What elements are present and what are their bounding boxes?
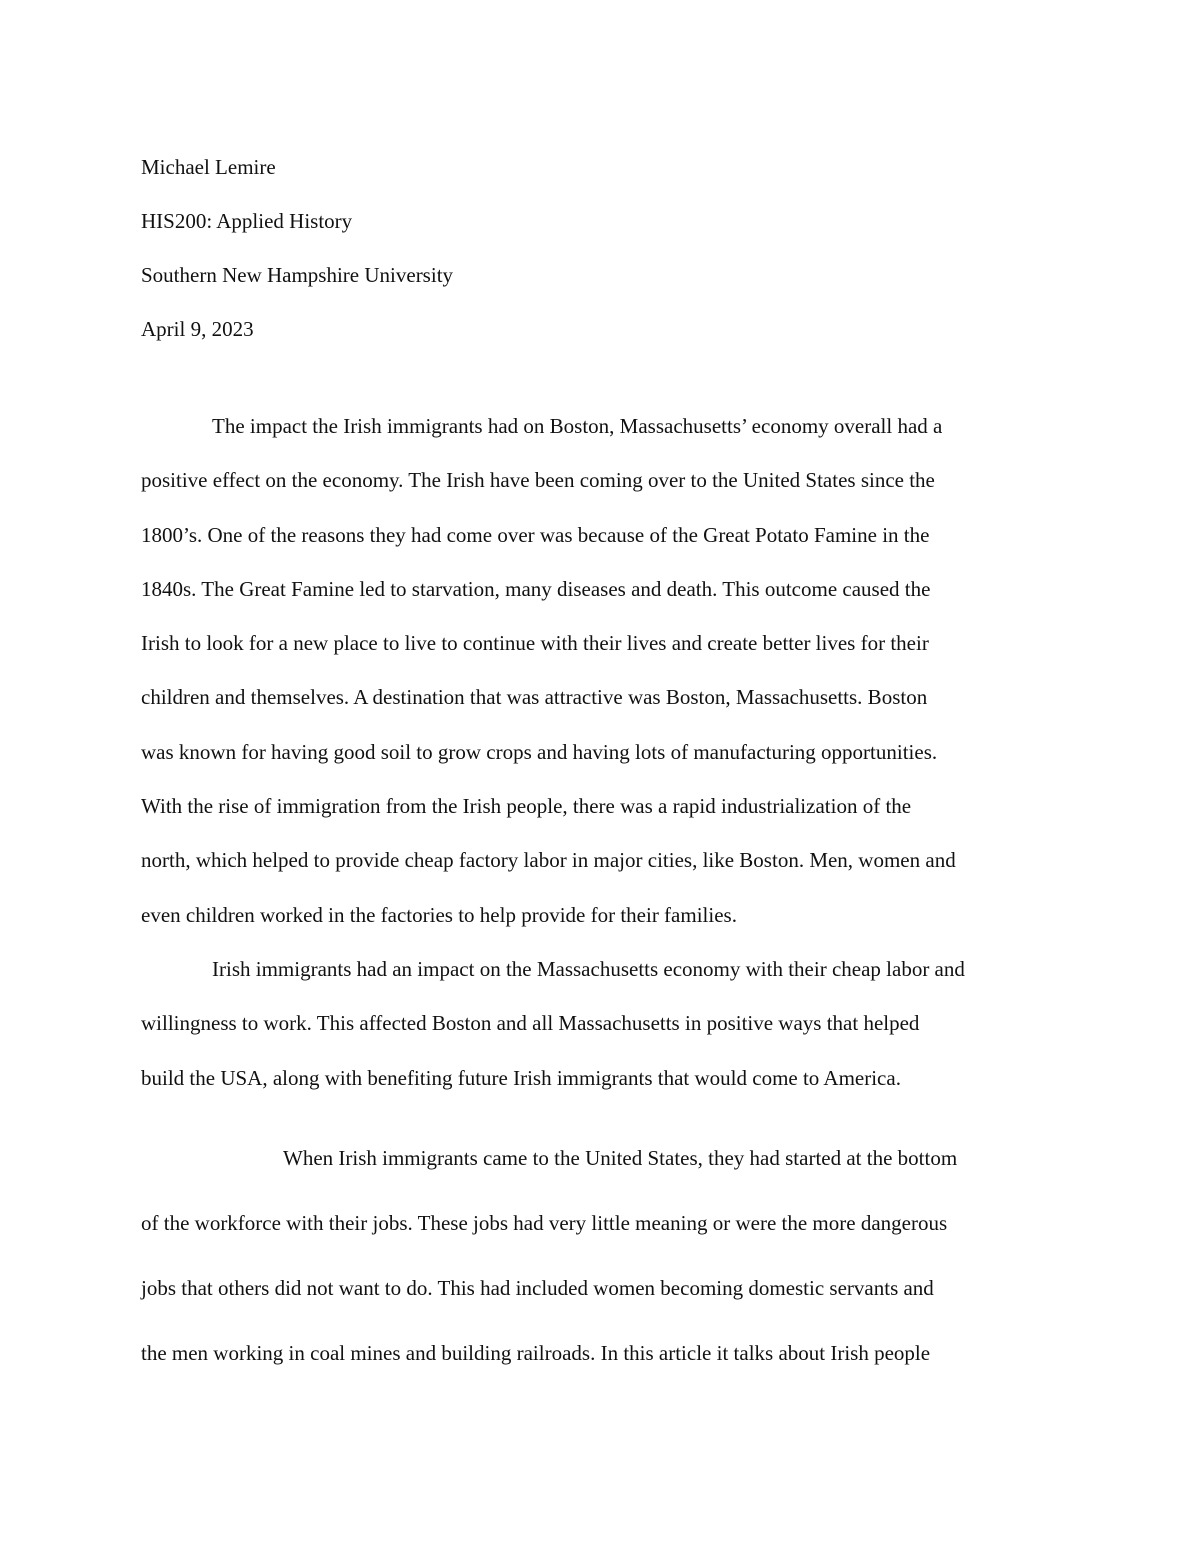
body-paragraphs-1-2 (141, 399, 1066, 1105)
paragraph-line: The impact the Irish immigrants had on Boston, Massachusetts’ economy overall had a (212, 414, 943, 438)
document-date: April 9, 2023 (141, 317, 254, 341)
paragraph-line: positive effect on the economy. The Irish have been coming over to the United States since the (141, 468, 935, 493)
paragraph-line: willingness to work. This affected Boston and all Massachusetts in positive ways that helped (141, 1011, 920, 1036)
paragraph-line: Irish to look for a new place to live to continue with their lives and create better lives for their (141, 631, 929, 656)
paragraph-line: was known for having good soil to grow crops and having lots of manufacturing opportunities. (141, 739, 938, 764)
paragraph-line: When Irish immigrants came to the United States, they had started at the bottom (283, 1146, 958, 1170)
paragraph-line: jobs that others did not want to do. This had included women becoming domestic servants and (141, 1276, 934, 1300)
paragraph-line: With the rise of immigration from the Irish people, there was a rapid industrialization of the (141, 794, 912, 819)
paragraph-line: north, which helped to provide cheap factory labor in major cities, like Boston. Men, women and (141, 848, 956, 873)
paragraph-line: Irish immigrants had an impact on the Massachusetts economy with their cheap labor and (212, 956, 965, 981)
paragraph-line: build the USA, along with benefiting future Irish immigrants that would come to America. (141, 1065, 901, 1090)
body-paragraph-3 (141, 1126, 1066, 1386)
document-header (141, 140, 1061, 356)
paragraph-line: 1800’s. One of the reasons they had come over was because of the Great Potato Famine in the (141, 522, 930, 547)
author-name: Michael Lemire (141, 155, 276, 179)
paragraph-line: of the workforce with their jobs. These jobs had very little meaning or were the more dangerous (141, 1211, 948, 1235)
paragraph-3 (141, 1126, 1066, 1386)
paragraph-line: children and themselves. A destination that was attractive was Boston, Massachusetts. Boston (141, 685, 928, 710)
course-title: HIS200: Applied History (141, 209, 353, 233)
paragraph-line: the men working in coal mines and building railroads. In this article it talks about Irish people (141, 1341, 931, 1365)
paragraph-line: even children worked in the factories to help provide for their families. (141, 902, 737, 927)
paragraph-line: 1840s. The Great Famine led to starvation, many diseases and death. This outcome caused the (141, 576, 931, 601)
paragraph-2 (141, 942, 1066, 1105)
paragraph-1 (141, 399, 1066, 942)
institution-name: Southern New Hampshire University (141, 263, 454, 287)
